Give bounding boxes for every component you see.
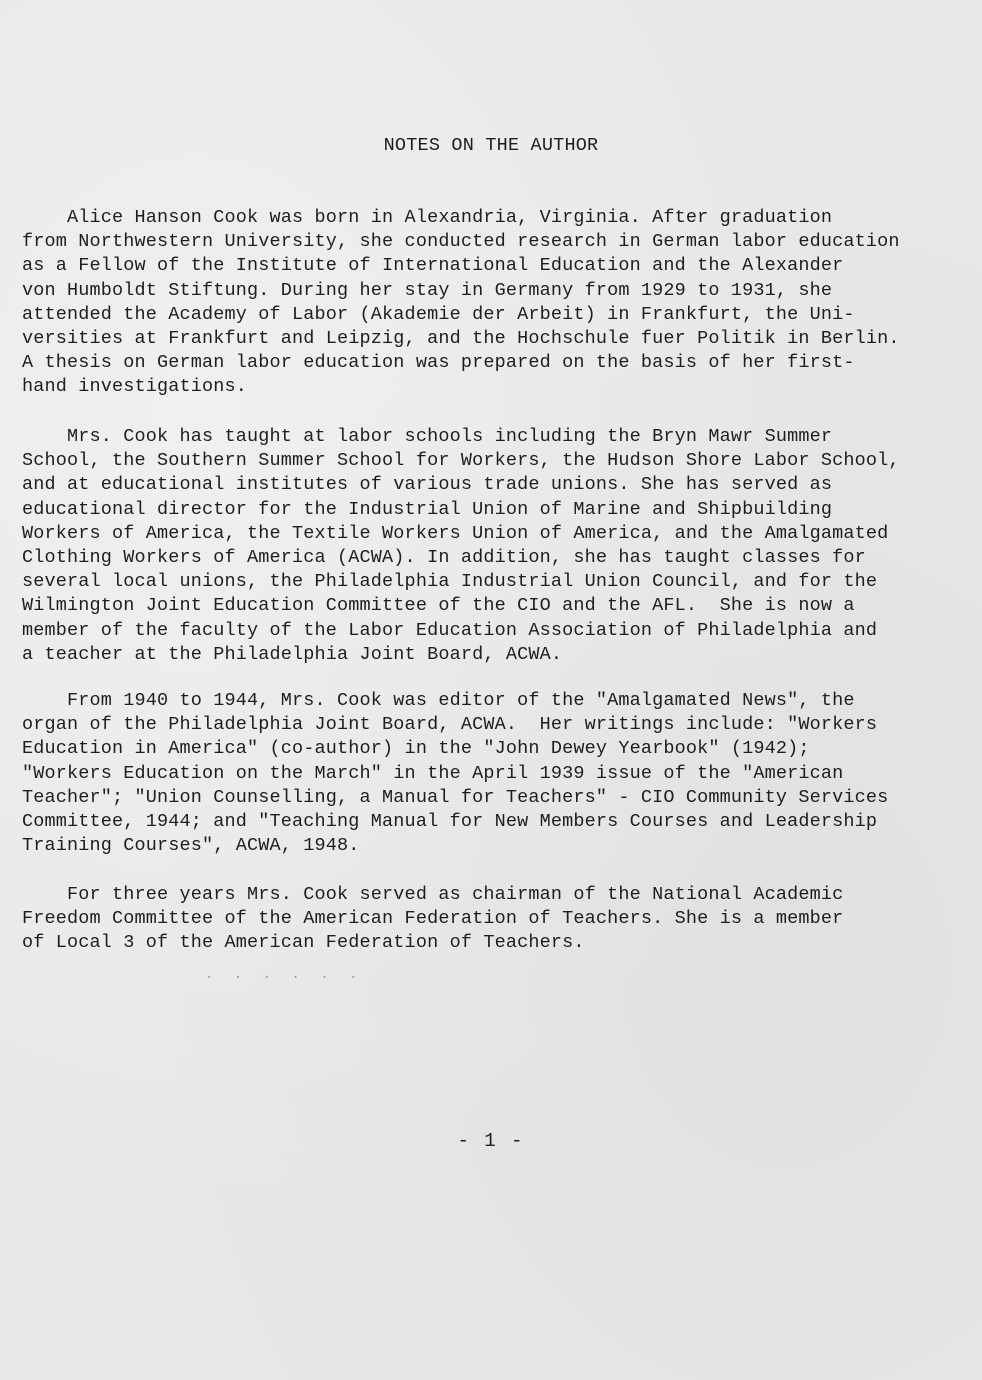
text-line: member of the faculty of the Labor Education Association of Philadelphia and	[22, 619, 878, 641]
text-line: attended the Academy of Labor (Akademie der Arbeit) in Frankfurt, the Uni-	[22, 303, 855, 325]
text-line: From 1940 to 1944, Mrs. Cook was editor of the "Amalgamated News", the	[22, 690, 855, 711]
faint-dotted-mark: · · · · · ·	[205, 970, 364, 986]
text-line: from Northwestern University, she conducted research in German labor education	[22, 231, 900, 253]
text-line: von Humboldt Stiftung. During her stay in Germany from 1929 to 1931, she	[22, 279, 833, 301]
page-number: - 1 -	[457, 1130, 525, 1152]
text-line: and at educational institutes of various trade unions. She has served as	[22, 474, 833, 496]
text-line: of Local 3 of the American Federation of Teachers.	[22, 932, 585, 954]
text-line: Teacher"; "Union Counselling, a Manual for Teachers" - CIO Community Services	[22, 786, 889, 808]
text-line: Workers of America, the Textile Workers Union of America, and the Amalgamated	[22, 522, 889, 544]
text-line: Committee, 1944; and "Teaching Manual for New Members Courses and Leadership	[22, 810, 878, 832]
paragraph-early-life	[22, 206, 962, 400]
text-line: Clothing Workers of America (ACWA). In addition, she has taught classes for	[22, 546, 866, 568]
paragraph-writings	[22, 689, 962, 858]
text-line: a teacher at the Philadelphia Joint Board, ACWA.	[22, 643, 563, 665]
text-line: Mrs. Cook has taught at labor schools including the Bryn Mawr Summer	[22, 426, 833, 447]
text-line: School, the Southern Summer School for Workers, the Hudson Shore Labor School,	[22, 450, 900, 472]
text-line: "Workers Education on the March" in the April 1939 issue of the "American	[22, 762, 844, 784]
text-line: Freedom Committee of the American Federation of Teachers. She is a member	[22, 908, 844, 930]
text-line: educational director for the Industrial Union of Marine and Shipbuilding	[22, 498, 833, 520]
text-line: several local unions, the Philadelphia Industrial Union Council, and for the	[22, 571, 878, 593]
text-line: hand investigations.	[22, 376, 248, 398]
text-line: A thesis on German labor education was prepared on the basis of her first-	[22, 352, 855, 374]
text-line: Training Courses", ACWA, 1948.	[22, 835, 360, 857]
text-line: For three years Mrs. Cook served as chairman of the National Academic	[22, 884, 844, 905]
text-line: Wilmington Joint Education Committee of the CIO and the AFL. She is now a	[22, 595, 855, 617]
text-line: as a Fellow of the Institute of International Education and the Alexander	[22, 255, 844, 277]
text-line: versities at Frankfurt and Leipzig, and the Hochschule fuer Politik in Berlin.	[22, 327, 900, 349]
text-line: organ of the Philadelphia Joint Board, ACWA. Her writings include: "Workers	[22, 714, 878, 736]
text-line: Alice Hanson Cook was born in Alexandria, Virginia. After graduation	[22, 207, 833, 228]
text-line: Education in America" (co-author) in the "John Dewey Yearbook" (1942);	[22, 738, 810, 760]
page-title: NOTES ON THE AUTHOR	[383, 135, 599, 156]
paragraph-teaching	[22, 425, 962, 667]
paragraph-service	[22, 883, 962, 956]
